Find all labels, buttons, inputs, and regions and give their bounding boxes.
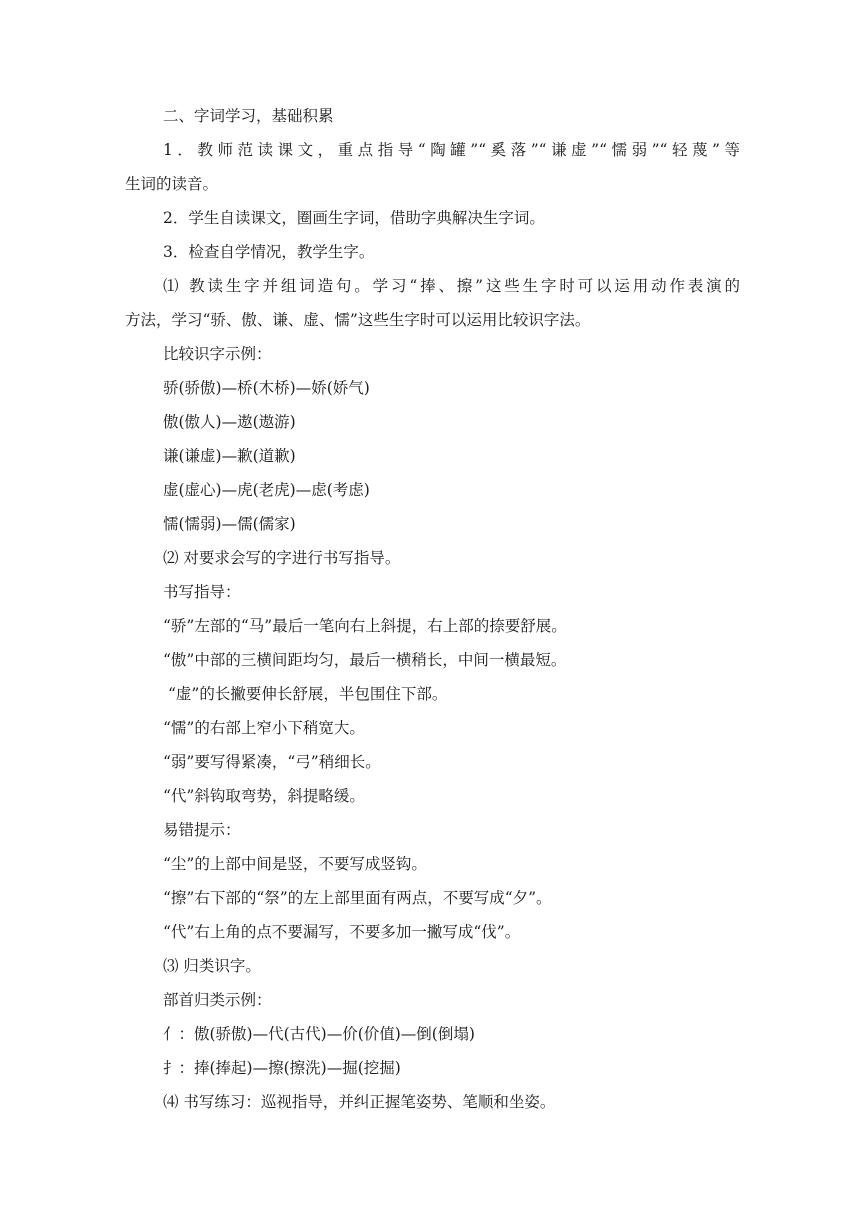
paragraph-line: ⑴ 教读生字并组词造句。学习“捧、擦”这些生字时可以运用动作表演的 [163,277,740,295]
paragraph-line: 易错提示： [163,821,241,839]
guidance-line: “代”斜钩取弯势，斜提略缓。 [163,787,365,805]
guidance-line: “傲”中部的三横间距均匀，最后一横稍长，中间一横最短。 [163,651,567,669]
guidance-line: “懦”的右部上窄小下稍宽大。 [163,719,365,737]
section-heading: 二、字词学习，基础积累 [163,107,334,125]
tip-line: “尘”的上部中间是竖，不要写成竖钩。 [163,855,427,873]
tip-line: “擦”右下部的“祭”的左上部里面有两点，不要写成“夕”。 [163,889,552,907]
paragraph-line: 方法，学习“骄、傲、谦、虚、懦”这些生字时可以运用比较识字法。 [125,311,591,329]
example-line: 扌：捧(捧起)—擦(擦洗)—掘(挖掘) [163,1059,401,1077]
example-line: 亻：傲(骄傲)—代(古代)—价(价值)—倒(倒塌) [163,1025,475,1043]
paragraph-line: 部首归类示例： [163,991,272,1009]
guidance-line: “骄”左部的“马”最后一笔向右上斜提，右上部的捺要舒展。 [163,617,567,635]
guidance-line: “虚”的长撇要伸长舒展，半包围住下部。 [168,685,448,703]
paragraph-line: 书写指导： [163,583,241,601]
document-body [125,99,740,1119]
example-line: 傲(傲人)—遨(遨游) [163,413,296,431]
paragraph-line: ⑷ 书写练习：巡视指导，并纠正握笔姿势、笔顺和坐姿。 [163,1093,556,1111]
paragraph-line: 3．检查自学情况，教学生字。 [163,243,375,261]
example-line: 骄(骄傲)—桥(木桥)—娇(娇气) [163,379,370,397]
paragraph-line: 生词的读音。 [125,175,219,193]
guidance-line: “弱”要写得紧凑，“弓”稍细长。 [163,753,381,771]
paragraph-line: 2．学生自读课文，圈画生字词，借助字典解决生字词。 [163,209,545,227]
example-line: 懦(懦弱)—儒(儒家) [163,515,296,533]
tip-line: “代”右上角的点不要漏写，不要多加一撇写成“伐”。 [163,923,521,941]
example-line: 虚(虚心)—虎(老虎)—虑(考虑) [163,481,370,499]
paragraph-line: ⑵ 对要求会写的字进行书写指导。 [163,549,401,567]
paragraph-line: ⑶ 归类识字。 [163,957,261,975]
paragraph-line: 比较识字示例： [163,345,272,363]
paragraph-line: 1．教师范读课文，重点指导“陶罐”“奚落”“谦虚”“懦弱”“轻蔑”等 [163,141,740,159]
example-line: 谦(谦虚)—歉(道歉) [163,447,296,465]
